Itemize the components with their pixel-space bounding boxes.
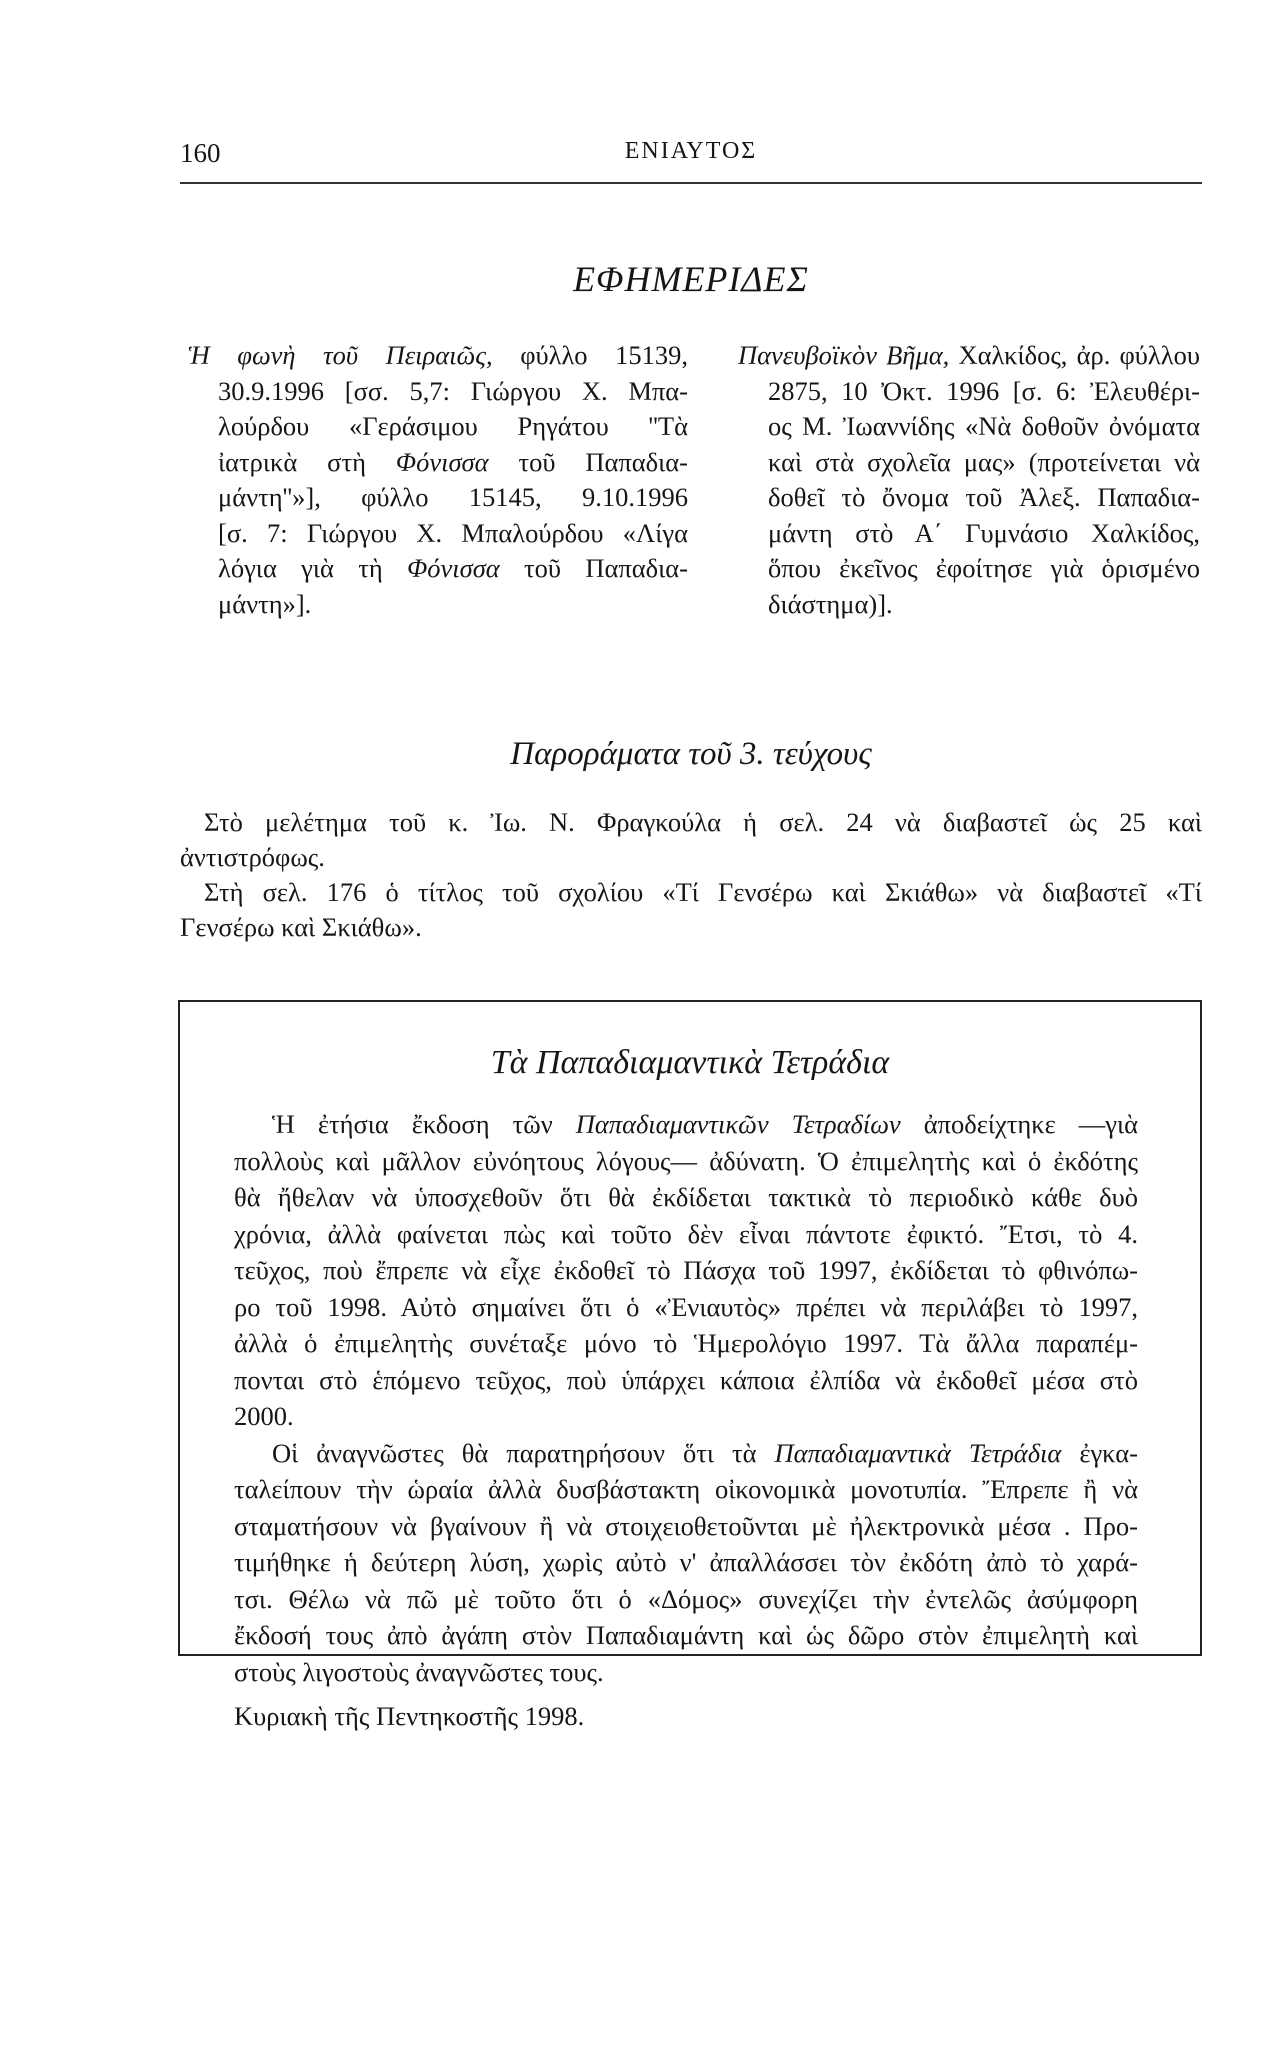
entry-line: μάντη στὸ Α΄ Γυμνάσιο Χαλκίδος, — [768, 517, 1200, 548]
entry-line: δοθεῖ τὸ ὄνομα τοῦ Ἀλεξ. Παπαδια- — [768, 482, 1200, 512]
entry-line: ὅπου ἐκεῖνος ἐφοίτησε γιὰ ὁρισμένο — [768, 553, 1200, 583]
entry-line: λούρδου «Γεράσιμου Ρηγάτου ''Τὰ — [218, 411, 688, 441]
header-rule — [180, 182, 1202, 184]
entry-line: μάντη»]. — [218, 588, 312, 619]
errata-text — [180, 805, 1202, 945]
notice-line: στοὺς λιγοστοὺς ἀναγνῶστες τους. — [234, 1656, 604, 1687]
errata-line: Γενσέρω καὶ Σκιάθω». — [180, 912, 422, 942]
errata-title: Παροράματα τοῦ 3. τεύχους — [510, 736, 872, 772]
notice-line: Ἡ ἐτήσια ἔκδοση τῶν Παπαδιαμαντικῶν Τετραδίων ἀποδείχτηκε —γιὰ — [272, 1109, 1139, 1139]
notice-line: ρο τοῦ 1998. Αὐτὸ σημαίνει ὅτι ὁ «Ἐνιαυτὸς» πρέπει νὰ περιλάβει τὸ 1997, — [234, 1291, 1138, 1322]
notice-box — [178, 1000, 1202, 1731]
notice-line: ἀλλὰ ὁ ἐπιμελητὴς συνέταξε μόνο τὸ Ἡμερολόγιο 1997. Τὰ ἄλλα παραπέμ- — [234, 1328, 1138, 1358]
notice-line: Οἱ ἀναγνῶστες θὰ παρατηρήσουν ὅτι τὰ Παπαδιαμαντικὰ Τετράδια ἐγκα- — [272, 1437, 1138, 1468]
entry-line: λόγια γιὰ τὴ Φόνισσα τοῦ Παπαδια- — [218, 553, 688, 583]
notice-body — [234, 1106, 1138, 1735]
entry-line: καὶ στὰ σχολεῖα μας» (προτείνεται νὰ — [768, 446, 1200, 477]
notice-line: τεῦχος, ποὺ ἔπρεπε νὰ εἶχε ἐκδοθεῖ τὸ Πάσχα τοῦ 1997, ἐκδίδεται τὸ φθινόπω- — [234, 1255, 1138, 1285]
errata-line: Στὴ σελ. 176 ὁ τίτλος τοῦ σχολίου «Τί Γενσέρω καὶ Σκιάθω» νὰ διαβαστεῖ «Τί — [204, 877, 1202, 907]
entry-line: Ἡ φωνὴ τοῦ Πειραιῶς, φύλλο 15139, — [188, 340, 688, 370]
errata-line: Στὸ μελέτημα τοῦ κ. Ἰω. Ν. Φραγκούλα ἡ σελ. 24 νὰ διαβαστεῖ ὡς 25 καὶ — [204, 807, 1202, 837]
left-entry — [188, 338, 688, 622]
section-title: ΕΦΗΜΕΡΙΔΕΣ — [573, 259, 809, 299]
notice-line: θὰ ἤθελαν νὰ ὑποσχεθοῦν ὅτι θὰ ἐκδίδεται τακτικὰ τὸ περιοδικὸ κάθε δυὸ — [234, 1182, 1138, 1212]
right-entry — [738, 338, 1200, 622]
notice-line: τιμήθηκε ἡ δεύτερη λύση, χωρὶς αὐτὸ ν' ἀπαλλάσσει τὸν ἐκδότη ἀπὸ τὸ χαρά- — [234, 1547, 1138, 1577]
notice-line: σταματήσουν νὰ βγαίνουν ἢ νὰ στοιχειοθετοῦνται μὲ ἠλεκτρονικὰ μέσα . Προ- — [234, 1510, 1138, 1541]
notice-line: τσι. Θέλω νὰ πῶ μὲ τοῦτο ὅτι ὁ «Δόμος» συνεχίζει τὴν ἐντελῶς ἀσύμφορη — [234, 1583, 1138, 1614]
running-title: ΕΝΙΑΥΤΟΣ — [624, 138, 758, 164]
notice-signoff: Κυριακὴ τῆς Πεντηκοστῆς 1998. — [234, 1701, 585, 1731]
notice-line: 2000. — [234, 1401, 294, 1431]
page-number: 160 — [180, 138, 221, 168]
errata-line: ἀντιστρόφως. — [180, 842, 325, 872]
entry-line: ἰατρικὰ στὴ Φόνισσα τοῦ Παπαδια- — [218, 446, 688, 477]
entry-line: 30.9.1996 [σσ. 5,7: Γιώργου Χ. Μπα- — [218, 375, 688, 406]
entry-line: Πανευβοϊκὸν Βῆμα, Χαλκίδος, ἀρ. φύλλου — [738, 340, 1200, 370]
entry-line: μάντη''»], φύλλο 15145, 9.10.1996 — [218, 482, 688, 512]
notice-line: χρόνια, ἀλλὰ φαίνεται πὼς καὶ τοῦτο δὲν εἶναι πάντοτε ἐφικτό. Ἔτσι, τὸ 4. — [234, 1218, 1138, 1249]
notice-line: ταλείπουν τὴν ὡραία ἀλλὰ δυσβάστακτη οἰκονομικὰ μονοτυπία. Ἔπρεπε ἢ νὰ — [234, 1474, 1138, 1504]
notice-line: πονται στὸ ἑπόμενο τεῦχος, ποὺ ὑπάρχει κάποια ἐλπίδα νὰ ἐκδοθεῖ μέσα στὸ — [234, 1364, 1138, 1395]
entry-line: διάστημα)]. — [768, 588, 893, 619]
entry-line: [σ. 7: Γιώργου Χ. Μπαλούρδου «Λίγα — [218, 517, 688, 548]
entry-line: 2875, 10 Ὀκτ. 1996 [σ. 6: Ἐλευθέρι- — [768, 375, 1200, 406]
running-head — [180, 138, 1202, 178]
notice-line: ἔκδοσή τους ἀπὸ ἀγάπη στὸν Παπαδιαμάντη καὶ ὡς δῶρο στὸν ἐπιμελητὴ καὶ — [234, 1620, 1138, 1650]
entry-line: ος Μ. Ἰωαννίδης «Νὰ δοθοῦν ὀνόματα — [768, 411, 1200, 441]
notice-line: πολλοὺς καὶ μᾶλλον εὐνόητους λόγους— ἀδύνατη. Ὁ ἐπιμελητὴς καὶ ὁ ἐκδότης — [234, 1145, 1138, 1176]
notice-title: Τὰ Παπαδιαμαντικὰ Τετράδια — [490, 1044, 890, 1081]
